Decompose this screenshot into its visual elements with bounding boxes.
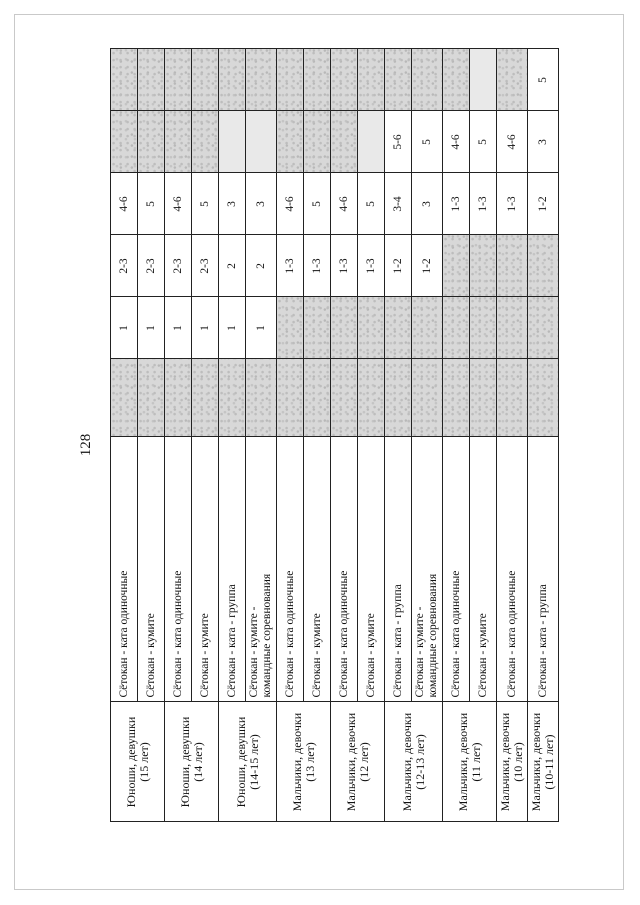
place-cell-3: 1-2 bbox=[528, 173, 559, 235]
place-cell-3: 5 bbox=[358, 173, 385, 235]
shaded-cell bbox=[497, 359, 528, 437]
discipline-cell: Сётокан - ката одиночные bbox=[443, 437, 470, 702]
place-cell-5 bbox=[219, 49, 246, 111]
age-group-years: (14 лет) bbox=[190, 742, 205, 782]
place-cell-3: 1-3 bbox=[470, 173, 497, 235]
place-cell-2: 1-3 bbox=[304, 235, 331, 297]
place-cell-2 bbox=[528, 235, 559, 297]
gap-cell bbox=[331, 822, 385, 840]
discipline-cell: Сётокан - ката одиночные bbox=[165, 437, 192, 702]
shaded-cell bbox=[331, 359, 358, 437]
place-cell-1 bbox=[412, 297, 443, 359]
age-group-label: Юноши, девушки bbox=[177, 716, 192, 808]
place-cell-2: 2-3 bbox=[138, 235, 165, 297]
competition-table bbox=[110, 49, 559, 841]
discipline-cell: Сётокан - ката одиночные bbox=[331, 437, 358, 702]
age-group-label: Мальчики, девочки bbox=[343, 712, 358, 812]
age-group-years: (13 лет) bbox=[302, 742, 317, 782]
place-cell-1: 1 bbox=[192, 297, 219, 359]
discipline-cell: Сётокан - ката одиночные bbox=[497, 437, 528, 702]
age-group-cell bbox=[165, 702, 219, 822]
discipline-cell: Сётокан - кумите bbox=[138, 437, 165, 702]
place-cell-2 bbox=[470, 235, 497, 297]
place-cell-5: 5 bbox=[528, 49, 559, 111]
shaded-cell bbox=[358, 359, 385, 437]
shaded-cell bbox=[470, 359, 497, 437]
table-row bbox=[528, 49, 559, 840]
place-cell-3: 4-6 bbox=[111, 173, 138, 235]
shaded-cell bbox=[111, 359, 138, 437]
page-number: 128 bbox=[78, 433, 94, 457]
discipline-cell bbox=[246, 437, 277, 702]
age-group-years: (11 лет) bbox=[468, 742, 483, 782]
place-cell-4 bbox=[138, 111, 165, 173]
place-cell-5 bbox=[111, 49, 138, 111]
place-cell-5 bbox=[192, 49, 219, 111]
age-group-years: (14-15 лет) bbox=[246, 734, 261, 790]
place-cell-3: 5 bbox=[138, 173, 165, 235]
place-cell-2: 1-3 bbox=[277, 235, 304, 297]
place-cell-4 bbox=[192, 111, 219, 173]
age-group-label: Мальчики, девочки bbox=[529, 712, 543, 812]
place-cell-5 bbox=[497, 49, 528, 111]
age-group-cell bbox=[331, 702, 385, 822]
gap-cell bbox=[385, 822, 443, 840]
age-group-years: (12 лет) bbox=[356, 742, 371, 782]
place-cell-4: 5 bbox=[412, 111, 443, 173]
place-cell-1 bbox=[497, 297, 528, 359]
discipline-cell: Сётокан - кумите bbox=[358, 437, 385, 702]
gap-cell bbox=[165, 822, 219, 840]
place-cell-1 bbox=[331, 297, 358, 359]
discipline-cell: Сётокан - ката - группа bbox=[219, 437, 246, 702]
place-cell-1: 1 bbox=[165, 297, 192, 359]
place-cell-2: 1-3 bbox=[331, 235, 358, 297]
place-cell-1 bbox=[528, 297, 559, 359]
discipline-cell: Сётокан - ката одиночные bbox=[111, 437, 138, 702]
place-cell-3: 5 bbox=[304, 173, 331, 235]
gap-cell bbox=[528, 822, 559, 840]
discipline-cell: Сётокан - ката - группа bbox=[528, 437, 559, 702]
age-group-label: Мальчики, девочки bbox=[455, 712, 470, 812]
gap-cell bbox=[219, 822, 277, 840]
place-cell-3: 4-6 bbox=[277, 173, 304, 235]
place-cell-1: 1 bbox=[111, 297, 138, 359]
discipline-line-1: Сётокан - кумите - bbox=[414, 606, 426, 698]
place-cell-1 bbox=[385, 297, 412, 359]
age-group-years: (10-11 лет) bbox=[542, 734, 556, 790]
place-cell-5 bbox=[385, 49, 412, 111]
age-group-years: (15 лет) bbox=[136, 742, 151, 782]
place-cell-4: 5-6 bbox=[385, 111, 412, 173]
place-cell-4 bbox=[304, 111, 331, 173]
discipline-line-1: Сётокан - кумите - bbox=[248, 606, 260, 698]
age-group-years: (12-13 лет) bbox=[412, 734, 427, 790]
age-group-cell bbox=[219, 702, 277, 822]
place-cell-1 bbox=[358, 297, 385, 359]
table-row bbox=[165, 49, 192, 840]
place-cell-1: 1 bbox=[219, 297, 246, 359]
shaded-cell bbox=[219, 359, 246, 437]
discipline-cell: Сётокан - ката одиночные bbox=[277, 437, 304, 702]
place-cell-3: 4-6 bbox=[165, 173, 192, 235]
discipline-cell: Сётокан - кумите bbox=[192, 437, 219, 702]
table-row bbox=[111, 49, 138, 840]
place-cell-4: 5 bbox=[470, 111, 497, 173]
place-cell-5 bbox=[138, 49, 165, 111]
place-cell-5 bbox=[246, 49, 277, 111]
place-cell-5 bbox=[412, 49, 443, 111]
shaded-cell bbox=[528, 359, 559, 437]
age-group-cell bbox=[385, 702, 443, 822]
place-cell-4: 3 bbox=[528, 111, 559, 173]
place-cell-4 bbox=[165, 111, 192, 173]
place-cell-3: 1-3 bbox=[443, 173, 470, 235]
table-row bbox=[385, 49, 412, 840]
age-group-label: Мальчики, девочки bbox=[289, 712, 304, 812]
place-cell-1 bbox=[443, 297, 470, 359]
discipline-cell: Сётокан - кумите bbox=[304, 437, 331, 702]
place-cell-4 bbox=[331, 111, 358, 173]
shaded-cell bbox=[304, 359, 331, 437]
place-cell-2: 1-3 bbox=[358, 235, 385, 297]
age-group-years: (10 лет) bbox=[511, 742, 525, 782]
place-cell-5 bbox=[277, 49, 304, 111]
shaded-cell bbox=[412, 359, 443, 437]
place-cell-4 bbox=[246, 111, 277, 173]
place-cell-2: 1-2 bbox=[412, 235, 443, 297]
age-group-label: Юноши, девушки bbox=[123, 716, 138, 808]
shaded-cell bbox=[246, 359, 277, 437]
place-cell-4 bbox=[111, 111, 138, 173]
table-row bbox=[443, 49, 470, 840]
discipline-line-2: командные соревнования bbox=[261, 573, 273, 698]
gap-cell bbox=[497, 822, 528, 840]
place-cell-3: 3 bbox=[219, 173, 246, 235]
place-cell-5 bbox=[443, 49, 470, 111]
discipline-cell bbox=[412, 437, 443, 702]
age-group-cell bbox=[528, 702, 559, 822]
place-cell-5 bbox=[470, 49, 497, 111]
rotated-page-content bbox=[70, 50, 556, 840]
place-cell-3: 3 bbox=[246, 173, 277, 235]
place-cell-4 bbox=[358, 111, 385, 173]
place-cell-3: 3-4 bbox=[385, 173, 412, 235]
place-cell-3: 4-6 bbox=[331, 173, 358, 235]
place-cell-4: 4-6 bbox=[497, 111, 528, 173]
age-group-cell bbox=[111, 702, 165, 822]
place-cell-2: 2-3 bbox=[165, 235, 192, 297]
gap-cell bbox=[111, 822, 165, 840]
place-cell-1: 1 bbox=[246, 297, 277, 359]
shaded-cell bbox=[165, 359, 192, 437]
place-cell-1 bbox=[470, 297, 497, 359]
place-cell-3: 3 bbox=[412, 173, 443, 235]
place-cell-5 bbox=[165, 49, 192, 111]
age-group-cell bbox=[443, 702, 497, 822]
place-cell-4 bbox=[277, 111, 304, 173]
discipline-line-2: командные соревнования bbox=[427, 573, 439, 698]
place-cell-2: 2 bbox=[246, 235, 277, 297]
landscape-sheet bbox=[70, 50, 556, 840]
shaded-cell bbox=[138, 359, 165, 437]
table-row bbox=[277, 49, 304, 840]
place-cell-5 bbox=[331, 49, 358, 111]
place-cell-3: 1-3 bbox=[497, 173, 528, 235]
place-cell-1 bbox=[277, 297, 304, 359]
place-cell-5 bbox=[358, 49, 385, 111]
place-cell-2: 2-3 bbox=[192, 235, 219, 297]
table-row bbox=[219, 49, 246, 840]
shaded-cell bbox=[192, 359, 219, 437]
place-cell-1 bbox=[304, 297, 331, 359]
place-cell-2 bbox=[443, 235, 470, 297]
shaded-cell bbox=[443, 359, 470, 437]
place-cell-2 bbox=[497, 235, 528, 297]
place-cell-2: 2 bbox=[219, 235, 246, 297]
gap-cell bbox=[443, 822, 497, 840]
shaded-cell bbox=[277, 359, 304, 437]
place-cell-5 bbox=[304, 49, 331, 111]
place-cell-1: 1 bbox=[138, 297, 165, 359]
age-group-label: Юноши, девушки bbox=[233, 716, 248, 808]
age-group-label: Мальчики, девочки bbox=[498, 712, 512, 812]
place-cell-2: 2-3 bbox=[111, 235, 138, 297]
age-group-cell bbox=[277, 702, 331, 822]
place-cell-3: 5 bbox=[192, 173, 219, 235]
place-cell-4 bbox=[219, 111, 246, 173]
gap-cell bbox=[277, 822, 331, 840]
place-cell-2: 1-2 bbox=[385, 235, 412, 297]
table-row bbox=[497, 49, 528, 840]
table-row bbox=[331, 49, 358, 840]
discipline-cell: Сётокан - кумите bbox=[470, 437, 497, 702]
shaded-cell bbox=[385, 359, 412, 437]
age-group-label: Мальчики, девочки bbox=[399, 712, 414, 812]
discipline-cell: Сётокан - ката - группа bbox=[385, 437, 412, 702]
age-group-cell bbox=[497, 702, 528, 822]
place-cell-4: 4-6 bbox=[443, 111, 470, 173]
